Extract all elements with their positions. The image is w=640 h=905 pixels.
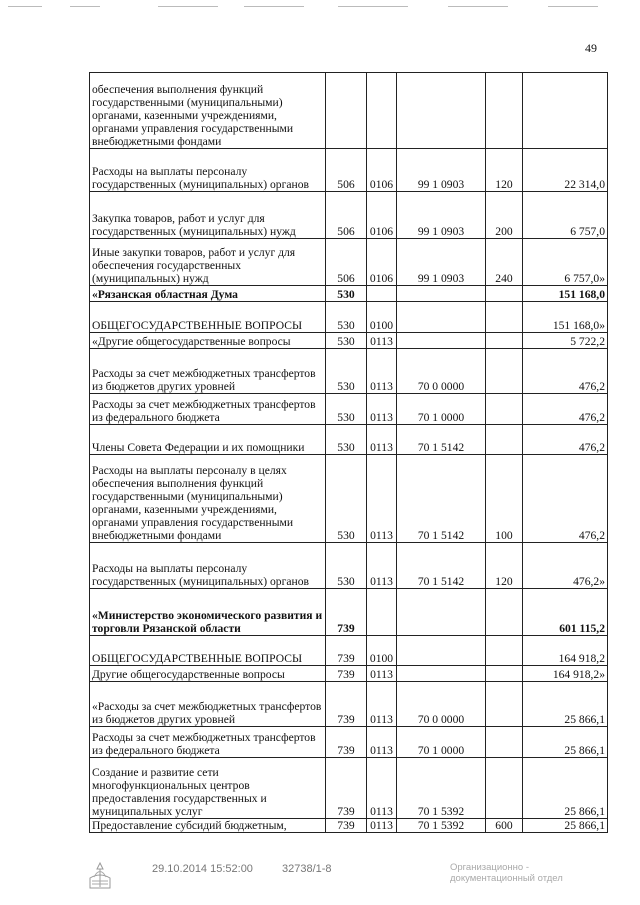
row-expense-type	[486, 666, 523, 682]
row-section-code: 0113	[367, 543, 397, 589]
row-expense-type: 600	[486, 819, 523, 833]
row-amount: 6 757,0»	[523, 239, 608, 286]
row-amount: 5 722,2	[523, 333, 608, 349]
row-ved-code	[326, 73, 367, 149]
row-expense-type	[486, 682, 523, 727]
row-target-article: 99 1 0903	[397, 192, 486, 239]
row-name: Другие общегосударственные вопросы	[90, 666, 326, 682]
row-target-article	[397, 666, 486, 682]
row-expense-type	[486, 286, 523, 302]
table-row	[90, 758, 608, 819]
table-row	[90, 666, 608, 682]
row-target-article: 70 0 0000	[397, 349, 486, 394]
row-ved-code: 506	[326, 192, 367, 239]
row-ved-code: 530	[326, 302, 367, 333]
row-section-code: 0113	[367, 758, 397, 819]
row-section-code	[367, 73, 397, 149]
row-amount: 25 866,1	[523, 758, 608, 819]
row-ved-code: 530	[326, 394, 367, 425]
row-name: «Другие общегосударственные вопросы	[90, 333, 326, 349]
row-expense-type: 240	[486, 239, 523, 286]
row-ved-code: 530	[326, 349, 367, 394]
row-name: Расходы за счет межбюджетных трансфертов из бюджетов других уровней	[90, 349, 326, 394]
row-expense-type	[486, 394, 523, 425]
row-section-code: 0113	[367, 349, 397, 394]
row-ved-code: 739	[326, 636, 367, 666]
row-name: ОБЩЕГОСУДАРСТВЕННЫЕ ВОПРОСЫ	[90, 636, 326, 666]
table-row	[90, 149, 608, 192]
row-amount: 476,2	[523, 394, 608, 425]
row-target-article: 99 1 0903	[397, 149, 486, 192]
table-row	[90, 727, 608, 758]
row-section-code: 0113	[367, 394, 397, 425]
row-section-code: 0113	[367, 455, 397, 543]
row-amount: 151 168,0	[523, 286, 608, 302]
row-ved-code: 506	[326, 149, 367, 192]
table-row	[90, 73, 608, 149]
top-scan-marks	[8, 6, 632, 10]
row-target-article	[397, 302, 486, 333]
row-amount: 25 866,1	[523, 819, 608, 833]
row-ved-code: 739	[326, 666, 367, 682]
row-ved-code: 530	[326, 333, 367, 349]
row-ved-code: 506	[326, 239, 367, 286]
row-amount: 25 866,1	[523, 727, 608, 758]
table-row	[90, 543, 608, 589]
row-amount: 164 918,2	[523, 636, 608, 666]
row-name: Расходы за счет межбюджетных трансфертов из федерального бюджета	[90, 727, 326, 758]
row-expense-type: 120	[486, 543, 523, 589]
row-expense-type	[486, 636, 523, 666]
row-section-code: 0113	[367, 819, 397, 833]
table-row	[90, 682, 608, 727]
row-name: Предоставление субсидий бюджетным,	[90, 819, 326, 833]
row-ved-code: 739	[326, 682, 367, 727]
row-section-code: 0113	[367, 727, 397, 758]
row-amount: 22 314,0	[523, 149, 608, 192]
row-name: «Расходы за счет межбюджетных трансфертов из бюджетов других уровней	[90, 682, 326, 727]
row-amount: 476,2	[523, 455, 608, 543]
footer-doc-number: 32738/1-8	[282, 863, 332, 875]
row-name: Члены Совета Федерации и их помощники	[90, 425, 326, 455]
page-number: 49	[585, 41, 597, 55]
row-target-article	[397, 73, 486, 149]
row-target-article	[397, 333, 486, 349]
row-expense-type: 200	[486, 192, 523, 239]
row-section-code: 0113	[367, 666, 397, 682]
table-row	[90, 302, 608, 333]
table-row	[90, 349, 608, 394]
row-name: Расходы на выплаты персоналу государственных (муниципальных) органов	[90, 149, 326, 192]
row-target-article: 70 1 5392	[397, 819, 486, 833]
coat-of-arms-icon	[86, 860, 114, 890]
row-ved-code: 530	[326, 425, 367, 455]
footer-department	[450, 862, 563, 884]
row-ved-code: 739	[326, 589, 367, 636]
table-row	[90, 394, 608, 425]
row-name: «Рязанская областная Дума	[90, 286, 326, 302]
row-target-article: 70 1 0000	[397, 394, 486, 425]
row-section-code: 0106	[367, 149, 397, 192]
row-expense-type	[486, 425, 523, 455]
footer-timestamp: 29.10.2014 15:52:00	[152, 863, 253, 875]
table-row	[90, 819, 608, 833]
row-section-code: 0113	[367, 682, 397, 727]
row-target-article: 70 1 5142	[397, 455, 486, 543]
row-name: Расходы за счет межбюджетных трансфертов из федерального бюджета	[90, 394, 326, 425]
table-row	[90, 636, 608, 666]
row-target-article: 99 1 0903	[397, 239, 486, 286]
row-target-article	[397, 589, 486, 636]
row-ved-code: 530	[326, 286, 367, 302]
row-target-article: 70 1 5142	[397, 543, 486, 589]
row-section-code: 0113	[367, 333, 397, 349]
row-amount: 25 866,1	[523, 682, 608, 727]
row-amount: 601 115,2	[523, 589, 608, 636]
row-target-article	[397, 286, 486, 302]
row-amount: 6 757,0	[523, 192, 608, 239]
row-section-code	[367, 286, 397, 302]
row-amount	[523, 73, 608, 149]
table-row	[90, 425, 608, 455]
row-expense-type	[486, 349, 523, 394]
row-target-article	[397, 636, 486, 666]
row-expense-type: 100	[486, 455, 523, 543]
row-expense-type	[486, 589, 523, 636]
table-row	[90, 286, 608, 302]
row-name: ОБЩЕГОСУДАРСТВЕННЫЕ ВОПРОСЫ	[90, 302, 326, 333]
footer-department-line: документационный отдел	[450, 873, 563, 884]
row-expense-type	[486, 758, 523, 819]
row-expense-type	[486, 73, 523, 149]
row-ved-code: 739	[326, 727, 367, 758]
footer-department-line: Организационно -	[450, 862, 530, 873]
table-row	[90, 192, 608, 239]
row-section-code: 0106	[367, 239, 397, 286]
row-ved-code: 739	[326, 819, 367, 833]
row-ved-code: 530	[326, 543, 367, 589]
table-row	[90, 333, 608, 349]
row-ved-code: 739	[326, 758, 367, 819]
row-expense-type	[486, 333, 523, 349]
row-section-code: 0100	[367, 302, 397, 333]
row-amount: 151 168,0»	[523, 302, 608, 333]
row-name: Иные закупки товаров, работ и услуг для обеспечения государственных (муниципальных) нужд	[90, 239, 326, 286]
row-amount: 476,2	[523, 349, 608, 394]
row-name: Расходы на выплаты персоналу государственных (муниципальных) органов	[90, 543, 326, 589]
row-section-code: 0100	[367, 636, 397, 666]
row-section-code	[367, 589, 397, 636]
row-target-article: 70 1 5392	[397, 758, 486, 819]
table-row	[90, 455, 608, 543]
row-section-code: 0106	[367, 192, 397, 239]
row-name: Закупка товаров, работ и услуг для государственных (муниципальных) нужд	[90, 192, 326, 239]
row-name: «Министерство экономического развития и торговли Рязанской области	[90, 589, 326, 636]
budget-table	[89, 72, 608, 833]
row-ved-code: 530	[326, 455, 367, 543]
row-section-code: 0113	[367, 425, 397, 455]
row-name: обеспечения выполнения функций государственными (муниципальными) органами, казенными учреждениями, органами управления государственными внебюджетными фондами	[90, 73, 326, 149]
row-expense-type: 120	[486, 149, 523, 192]
footer	[0, 860, 640, 900]
row-amount: 476,2»	[523, 543, 608, 589]
row-target-article: 70 1 5142	[397, 425, 486, 455]
row-expense-type	[486, 727, 523, 758]
row-amount: 476,2	[523, 425, 608, 455]
table-row	[90, 589, 608, 636]
row-name: Создание и развитие сети многофункциональных центров предоставления государственных и муниципальных услуг	[90, 758, 326, 819]
row-amount: 164 918,2»	[523, 666, 608, 682]
table-row	[90, 239, 608, 286]
row-expense-type	[486, 302, 523, 333]
row-target-article: 70 1 0000	[397, 727, 486, 758]
row-name: Расходы на выплаты персоналу в целях обеспечения выполнения функций государственными (муниципальными) органами, казенными учреждениями, органами управления государственными внебюджетными фондами	[90, 455, 326, 543]
row-target-article: 70 0 0000	[397, 682, 486, 727]
